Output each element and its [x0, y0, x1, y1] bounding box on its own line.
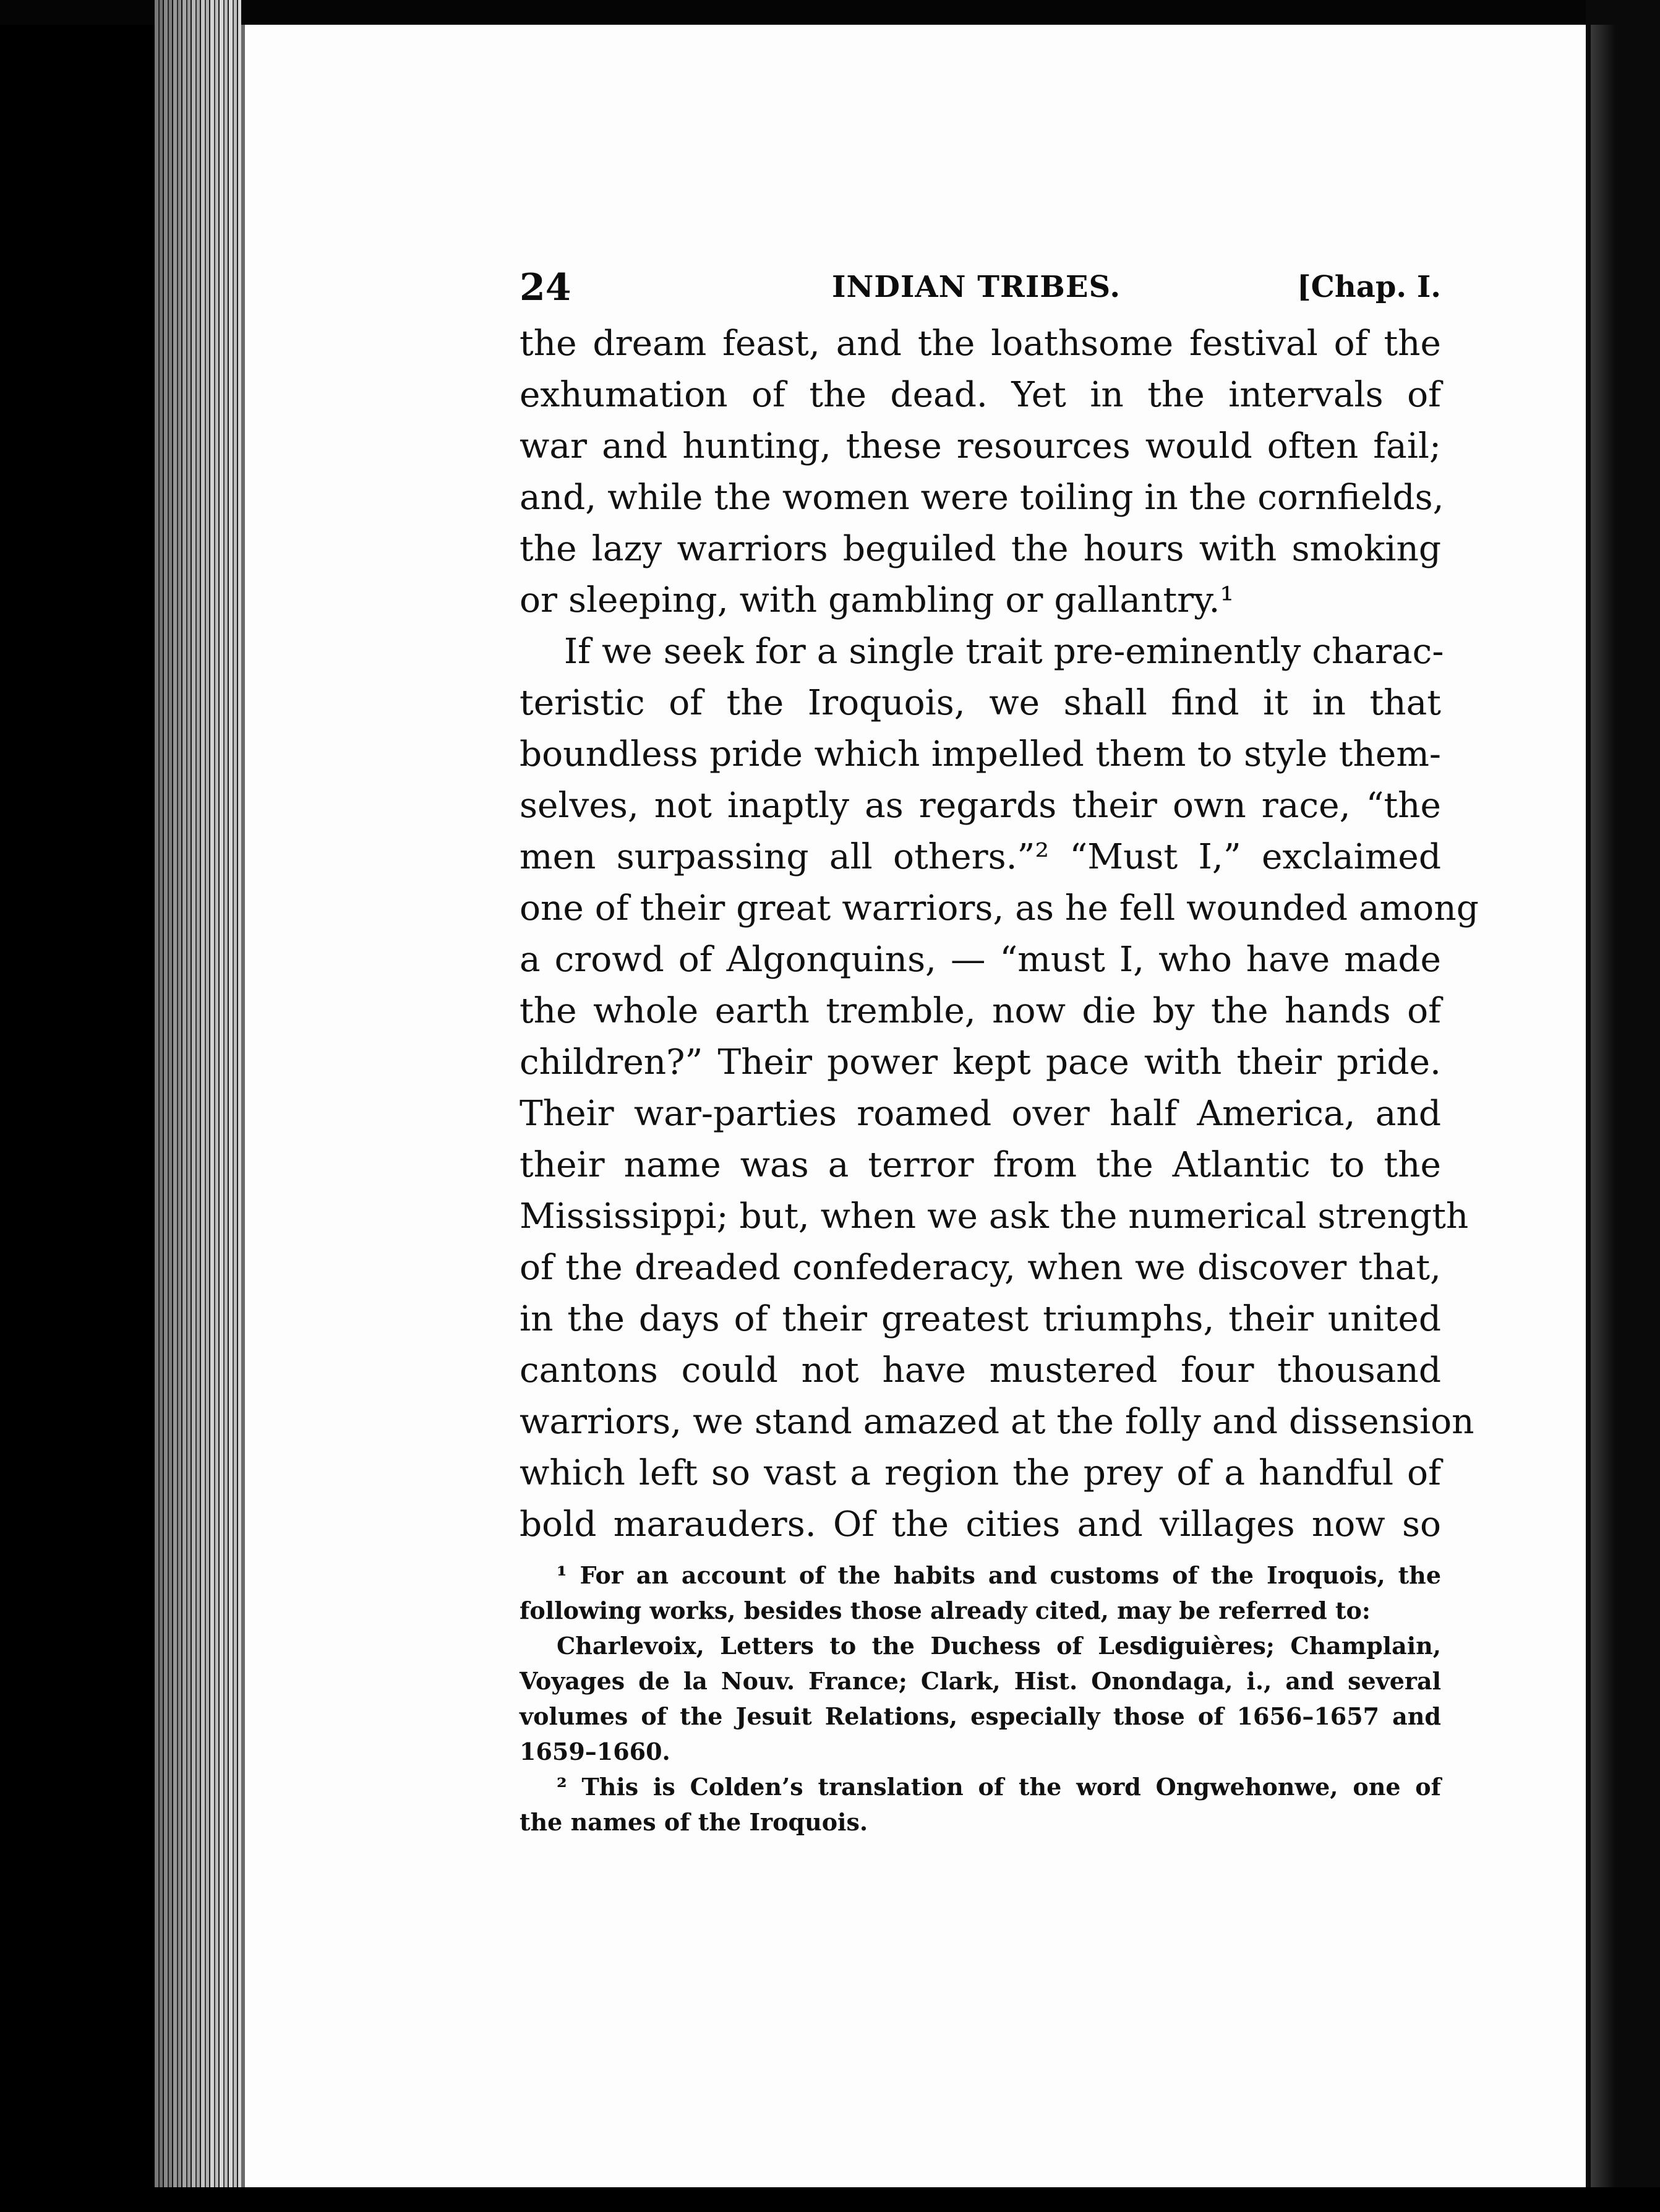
- body-line: Their war-parties roamed over half America, and: [520, 1094, 1441, 1134]
- chapter-marker: [Chap. I.: [1296, 270, 1441, 304]
- body-line: teristic of the Iroquois, we shall find it in that: [520, 683, 1441, 723]
- body-line: warriors, we stand amazed at the folly and dissension: [520, 1402, 1474, 1442]
- body-line: selves, not inaptly as regards their own race, “the: [520, 786, 1441, 826]
- footnote-line: ¹ For an account of the habits and customs of the Iroquois, the: [557, 1561, 1441, 1589]
- footnote-line: 1659–1660.: [520, 1738, 670, 1765]
- body-line: and, while the women were toiling in the cornfields,: [520, 478, 1444, 518]
- footnote-line: the names of the Iroquois.: [520, 1808, 868, 1836]
- facing-page-edge: [1591, 25, 1615, 2187]
- body-line: men surpassing all others.”² “Must I,” exclaimed: [520, 837, 1441, 877]
- footnote-line: following works, besides those already cited, may be referred to:: [520, 1597, 1371, 1624]
- page-text: [520, 266, 1479, 1840]
- body-line: the whole earth tremble, now die by the hands of: [520, 991, 1441, 1031]
- scan-bottom-border: [0, 2187, 1660, 2212]
- footnotes: [520, 1558, 1441, 1840]
- footnote-line: Charlevoix, Letters to the Duchess of Lesdiguières; Champlain,: [557, 1632, 1441, 1660]
- body-line: boundless pride which impelled them to style them-: [520, 734, 1441, 774]
- body-line: bold marauders. Of the cities and villages now so: [520, 1504, 1441, 1545]
- body-text: [520, 318, 1479, 1550]
- footnote-line: Voyages de la Nouv. France; Clark, Hist. Onondaga, i., and several: [520, 1667, 1441, 1695]
- scan-top-border: [0, 0, 1660, 25]
- running-header: [520, 266, 1441, 318]
- body-line: or sleeping, with gambling or gallantry.¹: [520, 580, 1234, 620]
- footnote-separator: [520, 1550, 1441, 1558]
- body-line: war and hunting, these resources would often fail;: [520, 426, 1441, 466]
- page-edges-shadow: [155, 0, 241, 2202]
- body-line: If we seek for a single trait pre-eminently charac-: [520, 632, 1444, 672]
- running-title: INDIAN TRIBES.: [832, 270, 1121, 304]
- body-line: children?” Their power kept pace with their pride.: [520, 1042, 1441, 1082]
- body-line: which left so vast a region the prey of a handful of: [520, 1453, 1441, 1493]
- body-line: in the days of their greatest triumphs, their united: [520, 1299, 1441, 1339]
- body-line: exhumation of the dead. Yet in the intervals of: [520, 375, 1441, 415]
- body-line: of the dreaded confederacy, when we discover that,: [520, 1248, 1441, 1288]
- body-line: Mississippi; but, when we ask the numerical strength: [520, 1196, 1469, 1237]
- body-line: the lazy warriors beguiled the hours with smoking: [520, 529, 1441, 569]
- footnote-line: ² This is Colden’s translation of the word Ongwehonwe, one of: [557, 1773, 1441, 1801]
- page-number: 24: [520, 266, 571, 309]
- body-line: a crowd of Algonquins, — “must I, who have made: [520, 940, 1441, 980]
- body-line: their name was a terror from the Atlantic to the: [520, 1145, 1441, 1185]
- footnote-line: volumes of the Jesuit Relations, especially those of 1656–1657 and: [520, 1702, 1441, 1730]
- body-line: one of their great warriors, as he fell wounded among: [520, 888, 1479, 928]
- body-line: the dream feast, and the loathsome festival of the: [520, 324, 1441, 364]
- body-line: cantons could not have mustered four thousand: [520, 1350, 1441, 1391]
